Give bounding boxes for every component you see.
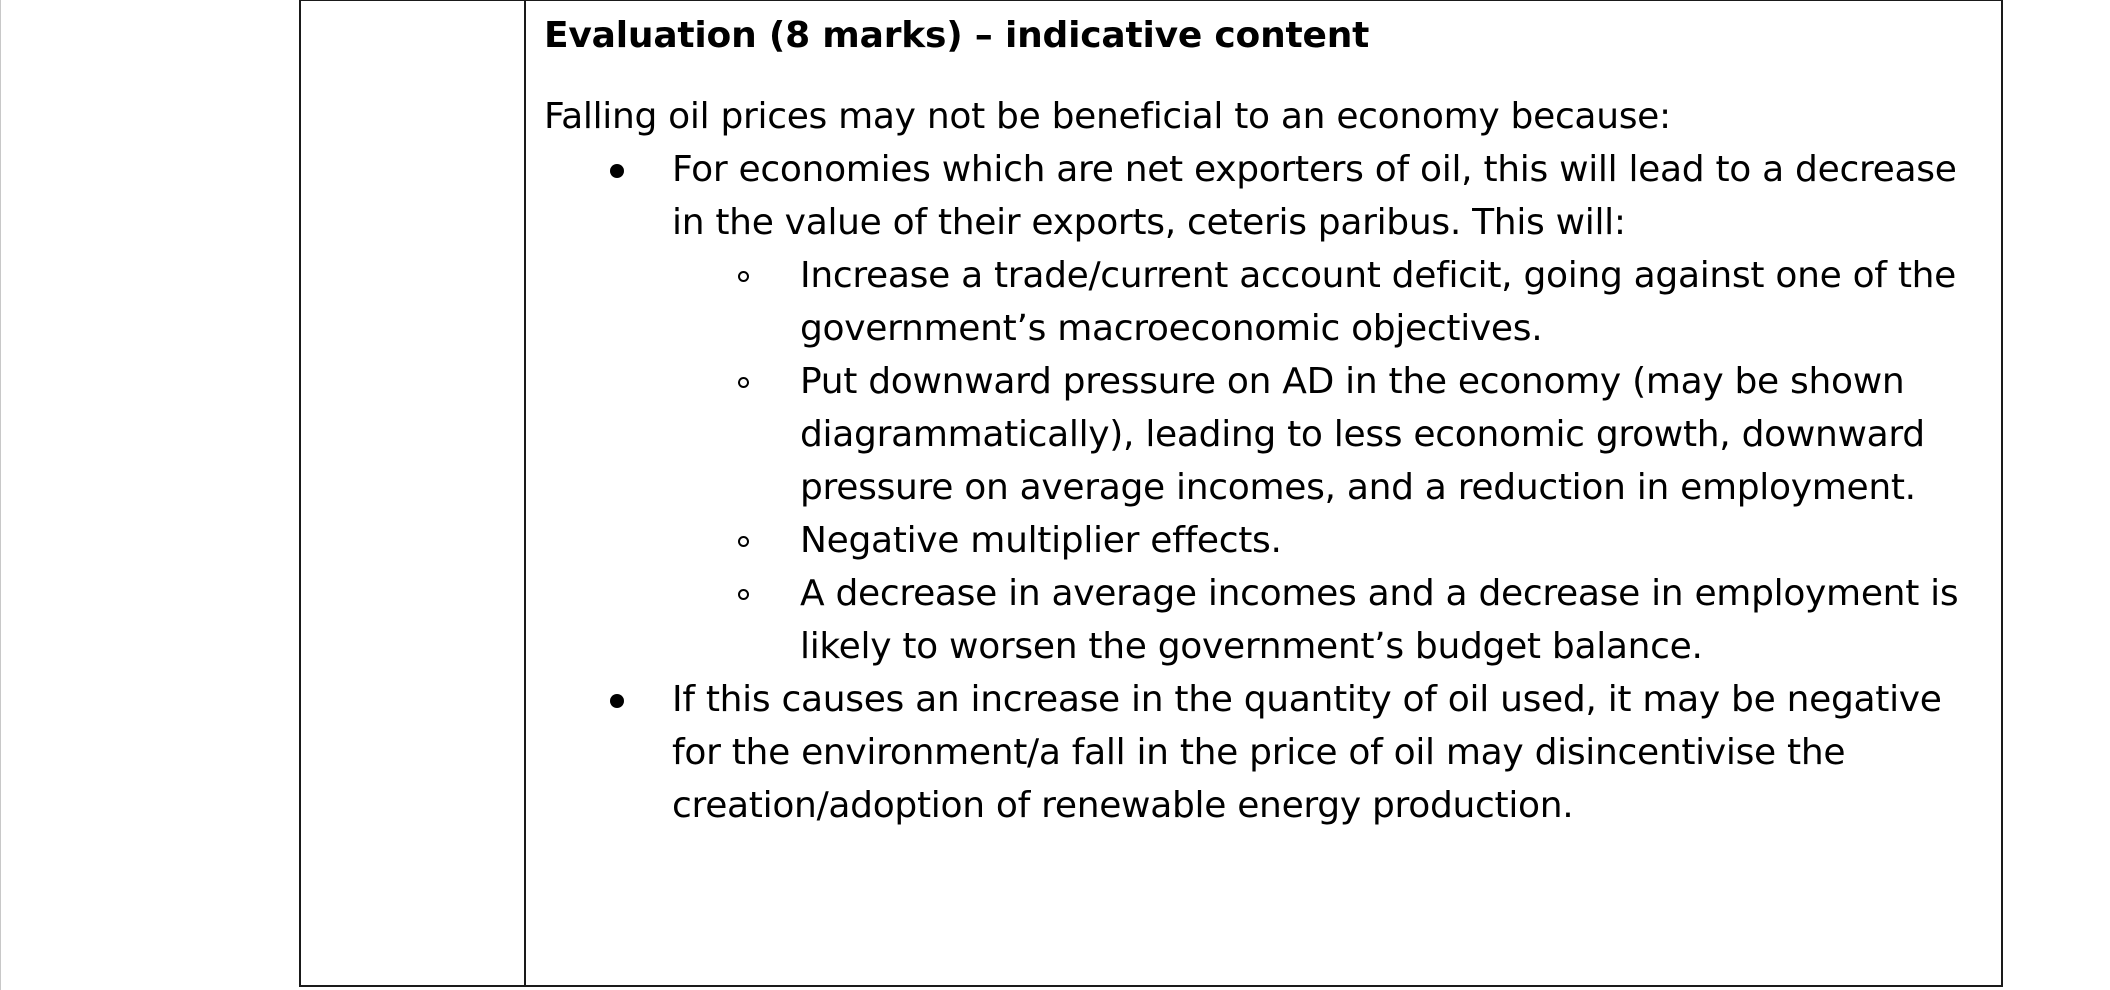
sub-list-item-text: Put downward pressure on AD in the economy (may be shown diagrammatically), leading to less economic growth, downward pressure on average incomes, and a reduction in employment.: [800, 361, 1925, 508]
sub-list-item: [672, 249, 1984, 355]
page-edge: [0, 0, 1, 990]
list-item-text: If this causes an increase in the quantity of oil used, it may be negative for the environment/a fall in the price of oil may disincentivise the creation/adoption of renewable energy production.: [672, 679, 1942, 826]
sub-list-item-text: A decrease in average incomes and a decrease in employment is likely to worsen the government’s budget balance.: [800, 573, 1959, 667]
bullet-icon: [610, 164, 624, 178]
hollow-bullet-icon: [738, 271, 749, 282]
bullet-icon: [610, 694, 624, 708]
sub-list-item: [672, 567, 1984, 673]
table-cell-left: [301, 0, 526, 985]
hollow-bullet-icon: [738, 377, 749, 388]
hollow-bullet-icon: [738, 536, 749, 547]
sub-list-item-text: Increase a trade/current account deficit, going against one of the government’s macroeconomic objectives.: [800, 255, 1957, 349]
list-item-text: For economies which are net exporters of oil, this will lead to a decrease in the value of their exports, ceteris paribus. This will:: [672, 149, 1957, 243]
bullet-list: [544, 143, 1984, 832]
list-item: [544, 143, 1984, 673]
section-heading: Evaluation (8 marks) – indicative content: [544, 15, 1370, 56]
sub-list-item: [672, 355, 1984, 514]
hollow-bullet-icon: [738, 589, 749, 600]
sub-list-item: [672, 514, 1984, 567]
sub-list-item-text: Negative multiplier effects.: [800, 520, 1282, 561]
intro-text: Falling oil prices may not be beneficial to an economy because:: [544, 96, 1671, 137]
indicative-content: [544, 10, 1984, 832]
list-item: [544, 673, 1984, 832]
sub-bullet-list: [672, 249, 1984, 673]
